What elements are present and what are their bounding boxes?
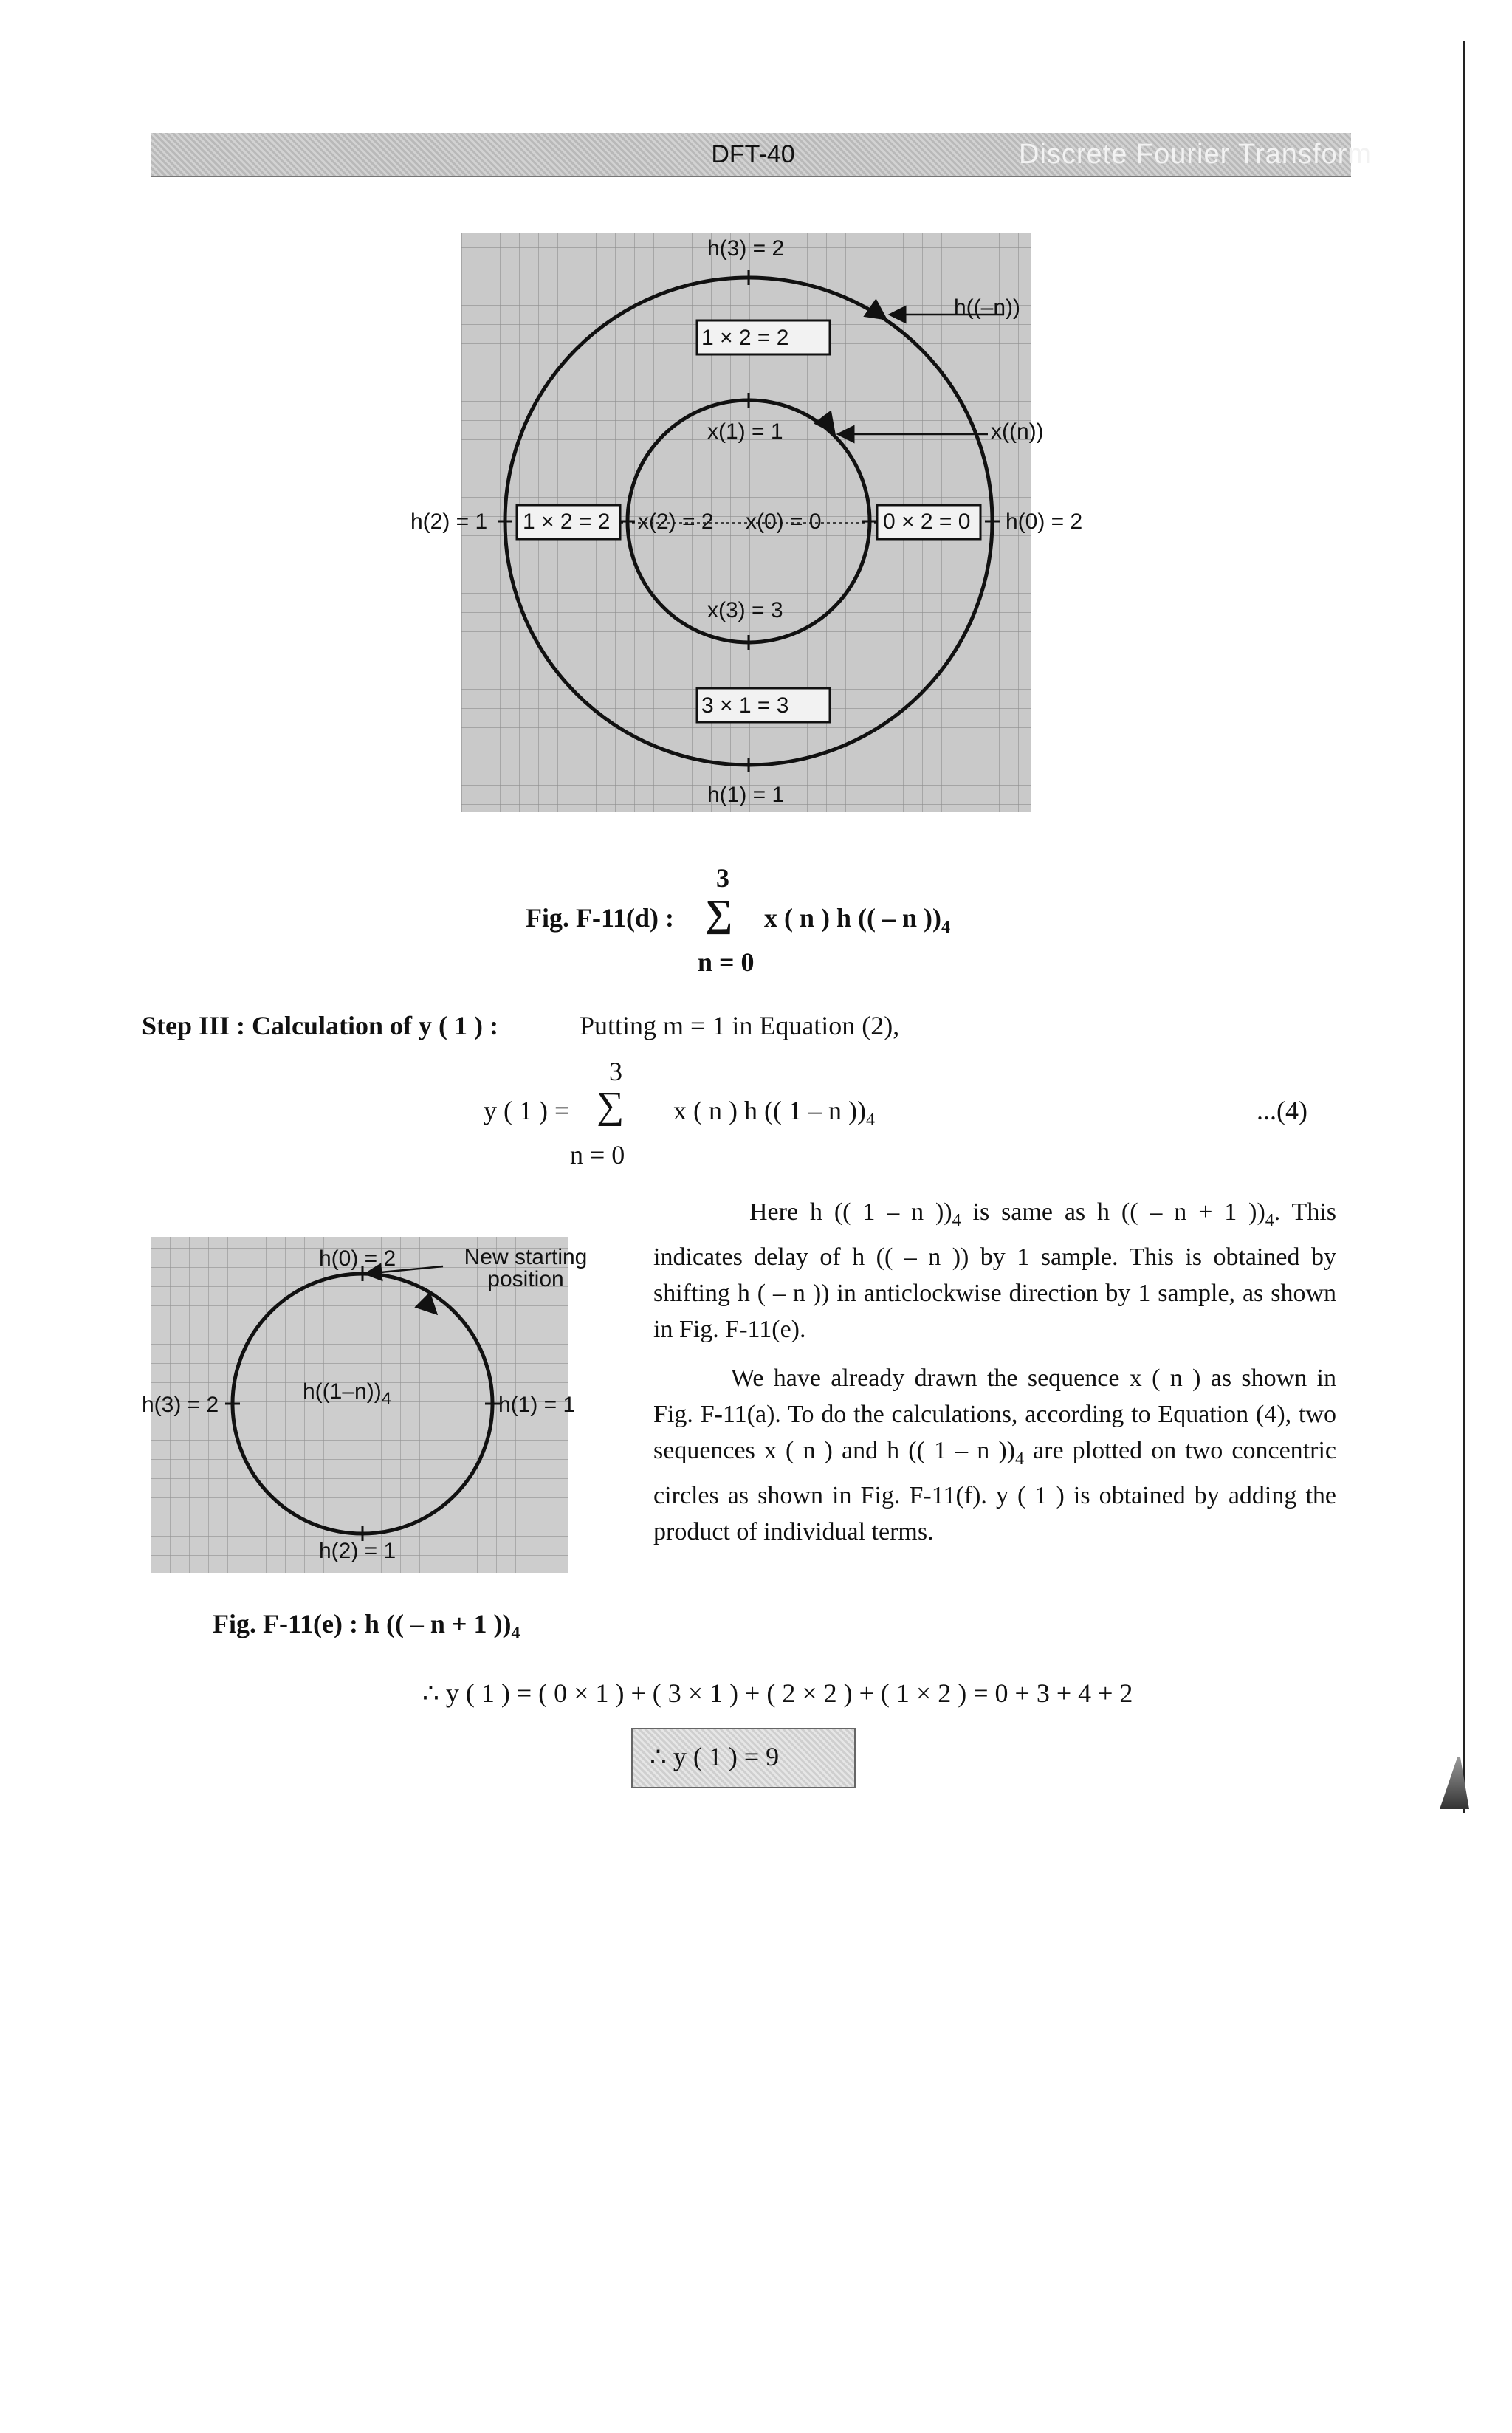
- label-e-h1: h(1) = 1: [498, 1393, 576, 1417]
- box-left-text: 1 × 2 = 2: [523, 509, 611, 534]
- label-h3: h(3) = 2: [707, 236, 785, 261]
- eq4-number: ...(4): [1257, 1096, 1307, 1125]
- label-e-center: $h((1-n))_4$: [303, 1379, 392, 1409]
- label-x2: x(2) = 2: [638, 509, 714, 534]
- label-e-h3: h(3) = 2: [142, 1393, 219, 1417]
- eq4-upper: 3: [609, 1057, 622, 1086]
- label-e-h2: h(2) = 1: [319, 1539, 396, 1563]
- caption-d-body: x ( n ) h (( – n ))$_4$: [764, 903, 950, 937]
- label-h1: h(1) = 1: [707, 783, 785, 807]
- label-h2: h(2) = 1: [410, 509, 488, 534]
- step-heading: Step III : Calculation of y ( 1 ) :: [142, 1011, 498, 1040]
- eq4-lower: n = 0: [570, 1140, 625, 1170]
- eq4-lhs: y ( 1 ) =: [484, 1096, 570, 1125]
- label-e-new-start: New starting position: [464, 1245, 588, 1291]
- label-e-h0: h(0) = 2: [319, 1246, 396, 1271]
- margin-rule: [1463, 41, 1465, 1813]
- eq4-body: x ( n ) h (( 1 – n ))$_4$: [673, 1096, 875, 1130]
- label-x0: x(0) = 0: [746, 509, 822, 534]
- caption-d-sigma: ∑: [705, 893, 733, 935]
- caption-d-upper: 3: [716, 863, 729, 893]
- paragraph-2: We have already drawn the sequence x ( n ) as shown in Fig. F-11(a). To do the calculations, according to Equation (4), two sequences x ( n ) and h (( 1 – n ))$_4$ are plotted on two concentric circles as shown in Fig. F-11(f). y ( 1 ) is obtained by adding the product of individual terms.: [653, 1365, 1336, 1545]
- page-label: DFT-40: [711, 140, 795, 168]
- box-top-text: 1 × 2 = 2: [701, 326, 789, 350]
- label-x-n: x((n)): [991, 419, 1044, 444]
- caption-d-prefix: Fig. F-11(d) :: [526, 903, 674, 933]
- result-final: ∴ y ( 1 ) = 9: [650, 1742, 780, 1771]
- eq4-sigma: ∑: [597, 1085, 625, 1127]
- caption-d-lower: n = 0: [698, 947, 755, 977]
- section-title: Discrete Fourier Transform: [1019, 139, 1372, 170]
- label-x3: x(3) = 3: [707, 598, 783, 622]
- box-bottom-text: 3 × 1 = 3: [701, 693, 789, 718]
- paragraph-1: Here h (( 1 – n ))$_4$ is same as h (( – n + 1 ))$_4$. This indicates delay of h (( – n )) by 1 sample. This is obtained by shifting h ( – n )) in anticlockwise direction by 1 sample, as shown in Fig. F-11(e).: [653, 1198, 1336, 1343]
- step-text: Putting m = 1 in Equation (2),: [580, 1011, 900, 1040]
- box-right-text: 0 × 2 = 0: [883, 509, 971, 534]
- label-h-neg-n: h((–n)): [954, 295, 1021, 320]
- caption-e: Fig. F-11(e) : h (( – n + 1 ))$_4$: [213, 1609, 520, 1643]
- label-h0: h(0) = 2: [1006, 509, 1083, 534]
- label-x1: x(1) = 1: [707, 419, 783, 444]
- result-line: ∴ y ( 1 ) = ( 0 × 1 ) + ( 3 × 1 ) + ( 2 × 2 ) + ( 1 × 2 ) = 0 + 3 + 4 + 2: [422, 1678, 1133, 1708]
